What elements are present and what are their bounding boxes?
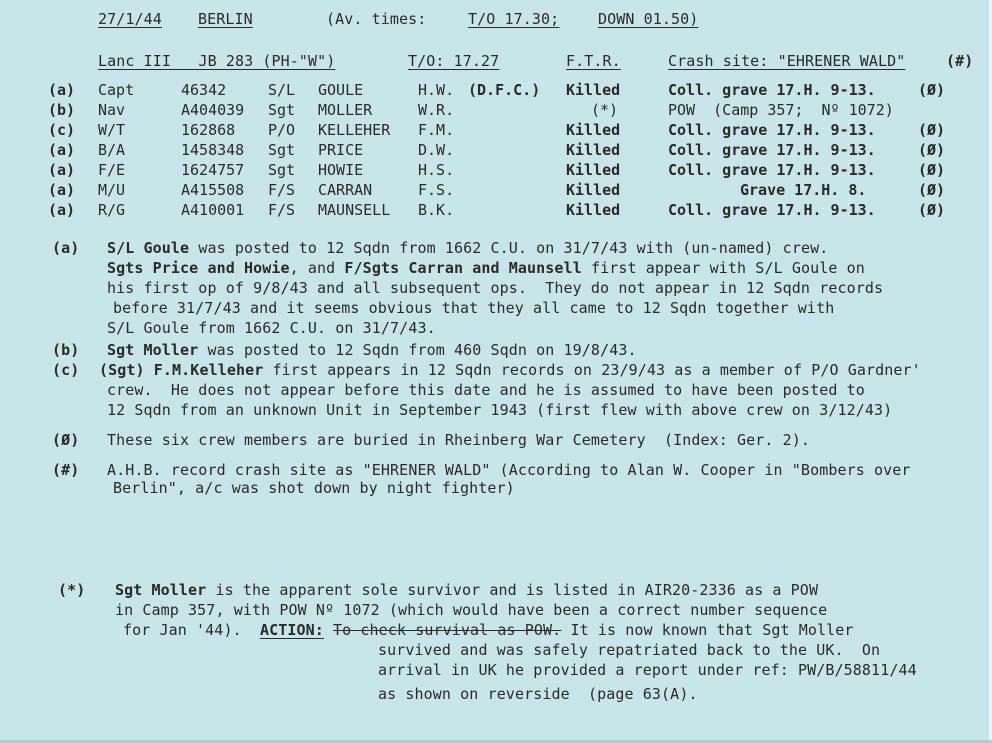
- note-a-line-2: [107, 259, 865, 277]
- crew-name: CARRAN: [318, 181, 373, 199]
- crew-fate: Killed: [566, 121, 621, 139]
- crew-rank: S/L: [268, 81, 296, 99]
- crew-role: B/A: [98, 141, 126, 159]
- crew-number: A410001: [181, 201, 245, 219]
- header-down: [598, 10, 698, 28]
- crew-rank: F/S: [268, 201, 296, 219]
- crew-number: 162868: [181, 121, 236, 139]
- note-c-label: (c): [52, 361, 80, 379]
- crash-site-heading: Crash site: "EHRENER WALD": [668, 52, 906, 70]
- crew-note: (a): [48, 81, 76, 99]
- crew-mark: (Ø): [918, 181, 946, 199]
- header-down-text: DOWN 01.50): [598, 10, 699, 28]
- note-star-text: is the apparent sole survivor and is listed in AIR20-2336 as a POW: [206, 581, 819, 599]
- note-b-line: [107, 341, 637, 359]
- header-takeoff: T/O 17.30;: [468, 10, 560, 28]
- note-c-bold: (Sgt) F.M.Kelleher: [99, 361, 264, 379]
- crew-burial: POW (Camp 357; Nº 1072): [668, 101, 894, 119]
- crew-name: MOLLER: [318, 101, 373, 119]
- crew-burial: Coll. grave 17.H. 9-13.: [668, 121, 876, 139]
- crew-name: KELLEHER: [318, 121, 391, 139]
- crew-number: A404039: [181, 101, 245, 119]
- note-a-line-4: before 31/7/43 and it seems obvious that they all came to 12 Sqdn together with: [113, 299, 835, 317]
- crew-initials: D.W.: [418, 141, 455, 159]
- crew-note: (c): [48, 121, 76, 139]
- note-star-line-3: [123, 621, 854, 639]
- note-star-label: (*): [58, 581, 86, 599]
- takeoff-heading: T/O: 17.27: [408, 52, 500, 70]
- note-hash-line-1: A.H.B. record crash site as "EHRENER WALD" (According to Alan W. Cooper in "Bombers over: [107, 461, 911, 479]
- note-a-text-2: first appear with S/L Goule on: [581, 259, 865, 277]
- crew-role: W/T: [98, 121, 126, 139]
- crew-number: 1624757: [181, 161, 245, 179]
- crew-rank: Sgt: [268, 101, 296, 119]
- crew-rank: Sgt: [268, 161, 296, 179]
- crew-initials: B.K.: [418, 201, 455, 219]
- crew-fate: Killed: [566, 81, 621, 99]
- crew-mark: (Ø): [918, 81, 946, 99]
- note-star-line-1: [115, 581, 818, 599]
- crew-mark: (Ø): [918, 201, 946, 219]
- crew-initials: H.W.: [418, 81, 455, 99]
- crew-name: GOULE: [318, 81, 364, 99]
- note-hash-label: (#): [52, 461, 80, 479]
- crash-site-mark: (#): [946, 52, 974, 70]
- note-star-action: ACTION:: [259, 621, 324, 639]
- note-star-line-6: as shown on reverside (page 63(A).: [378, 685, 698, 703]
- note-o-label: (Ø): [52, 431, 80, 449]
- note-star-bold: Sgt Moller: [115, 581, 207, 599]
- crew-number: A415508: [181, 181, 245, 199]
- crew-initials: F.M.: [418, 121, 455, 139]
- ftr-heading: F.T.R.: [566, 52, 621, 70]
- crew-fate: Killed: [566, 201, 621, 219]
- crew-initials: H.S.: [418, 161, 455, 179]
- crew-fate: (*): [591, 101, 619, 119]
- header-target: BERLIN: [198, 10, 253, 28]
- note-c-line-2: crew. He does not appear before this date and he is assumed to have been posted to: [107, 381, 865, 399]
- note-star-line-4: survived and was safely repatriated back to the UK. On: [378, 641, 881, 659]
- crew-initials: W.R.: [418, 101, 455, 119]
- crew-fate: Killed: [566, 161, 621, 179]
- crew-name: HOWIE: [318, 161, 364, 179]
- crew-mark: (Ø): [918, 161, 946, 179]
- crew-role: F/E: [98, 161, 126, 179]
- note-a-label: (a): [52, 239, 80, 257]
- note-a-fsgts: F/Sgts Carran and Maunsell: [344, 259, 582, 277]
- crew-fate: Killed: [566, 181, 621, 199]
- note-b-bold: Sgt Moller: [107, 341, 199, 359]
- note-a-sgts: Sgts Price and Howie: [107, 259, 290, 277]
- crew-mark: (Ø): [918, 141, 946, 159]
- crew-number: 46342: [181, 81, 227, 99]
- crew-burial: Grave 17.H. 8.: [740, 181, 867, 199]
- note-star-text-3: for Jan '44).: [123, 621, 260, 639]
- note-b-text: was posted to 12 Sqdn from 460 Sqdn on 19/8/43.: [198, 341, 637, 359]
- crew-number: 1458348: [181, 141, 245, 159]
- note-hash-line-2: Berlin", a/c was shot down by night fighter): [113, 479, 515, 497]
- note-star-line-5: arrival in UK he provided a report under ref: PW/B/58811/44: [378, 661, 917, 679]
- note-star-text-3b: It is now known that Sgt Moller: [561, 621, 854, 639]
- crew-role: Nav: [98, 101, 126, 119]
- crew-role: M/U: [98, 181, 126, 199]
- crew-note: (b): [48, 101, 76, 119]
- crew-rank: F/S: [268, 181, 296, 199]
- crew-note: (a): [48, 181, 76, 199]
- aircraft-heading: Lanc III JB 283 (PH-"W"): [98, 52, 336, 70]
- note-star-line-2: in Camp 357, with POW Nº 1072 (which would have been a correct number sequence: [115, 601, 828, 619]
- note-star-struck: To check survival as POW.: [333, 621, 562, 639]
- crew-name: MAUNSELL: [318, 201, 391, 219]
- header-date: 27/1/44: [98, 10, 162, 28]
- crew-rank: Sgt: [268, 141, 296, 159]
- crew-burial: Coll. grave 17.H. 9-13.: [668, 161, 876, 179]
- crew-name: PRICE: [318, 141, 364, 159]
- crew-decoration: (D.F.C.): [468, 81, 541, 99]
- note-c-text: first appears in 12 Sqdn records on 23/9/43 as a member of P/O Gardner': [263, 361, 921, 379]
- note-c-line-1: [99, 361, 921, 379]
- note-a-line-5: S/L Goule from 1662 C.U. on 31/7/43.: [107, 319, 436, 337]
- crew-burial: Coll. grave 17.H. 9-13.: [668, 201, 876, 219]
- note-a-line-3: his first op of 9/8/43 and all subsequent ops. They do not appear in 12 Sqdn records: [107, 279, 884, 297]
- note-a-and: , and: [289, 259, 345, 277]
- crew-initials: F.S.: [418, 181, 455, 199]
- crew-burial: Coll. grave 17.H. 9-13.: [668, 141, 876, 159]
- crew-mark: (Ø): [918, 121, 946, 139]
- crew-burial: Coll. grave 17.H. 9-13.: [668, 81, 876, 99]
- crew-note: (a): [48, 161, 76, 179]
- note-a-line-1: [107, 239, 828, 257]
- crew-note: (a): [48, 141, 76, 159]
- note-c-line-3: 12 Sqdn from an unknown Unit in September 1943 (first flew with above crew on 3/12/43): [107, 401, 893, 419]
- crew-rank: P/O: [268, 121, 296, 139]
- crew-role: Capt: [98, 81, 135, 99]
- header-times-label: (Av. times:: [326, 10, 427, 28]
- note-a-text: was posted to 12 Sqdn from 1662 C.U. on 31/7/43 with (un-named) crew.: [189, 239, 829, 257]
- note-b-label: (b): [52, 341, 80, 359]
- crew-note: (a): [48, 201, 76, 219]
- crew-fate: Killed: [566, 141, 621, 159]
- note-o-line: These six crew members are buried in Rheinberg War Cemetery (Index: Ger. 2).: [107, 431, 811, 449]
- crew-role: R/G: [98, 201, 126, 219]
- note-a-bold: S/L Goule: [107, 239, 190, 257]
